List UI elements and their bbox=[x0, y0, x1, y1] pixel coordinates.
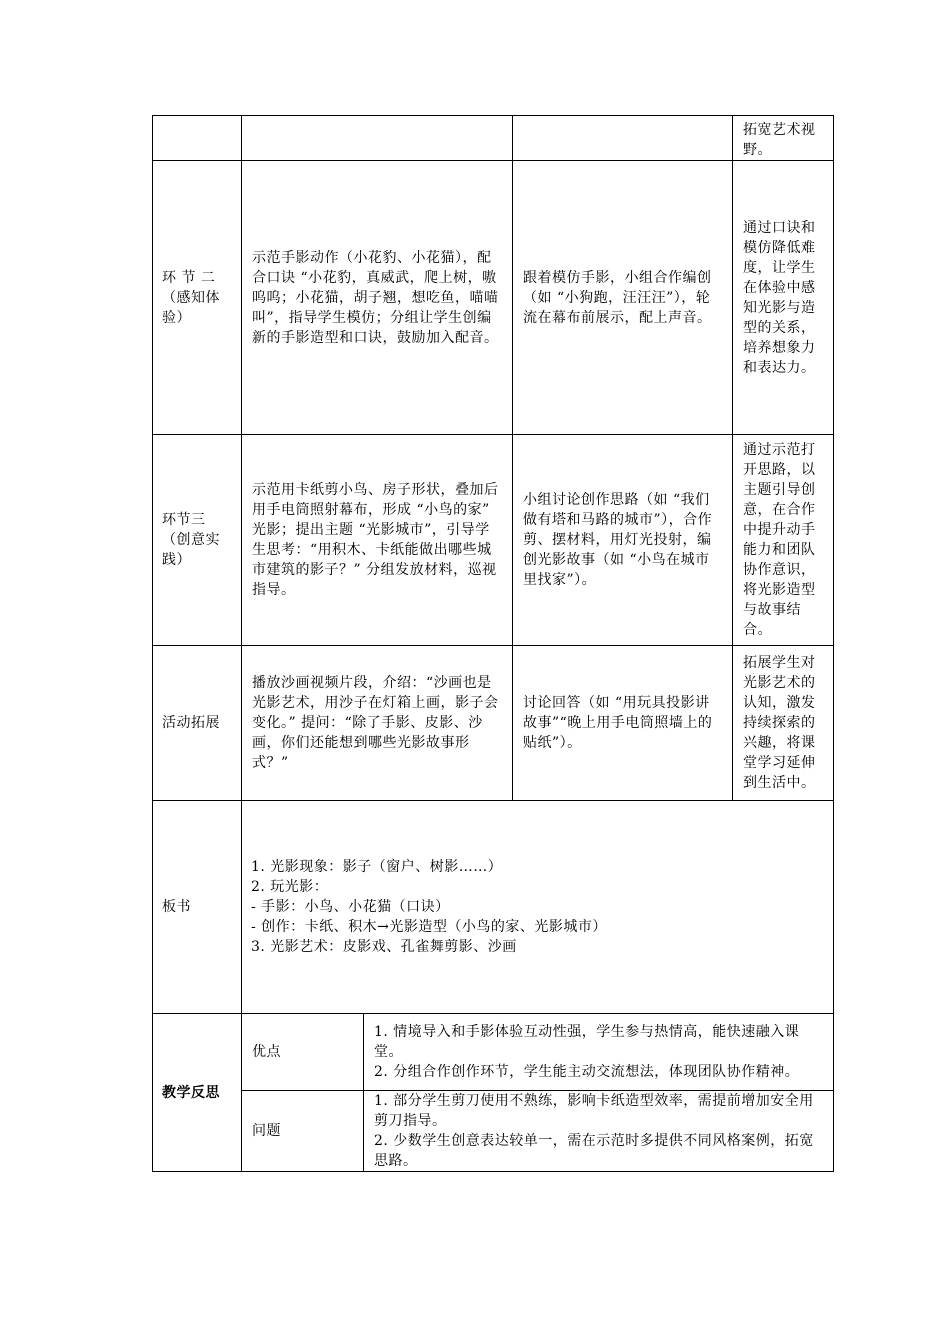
stage-cell: 环节三（创意实践） bbox=[153, 435, 242, 646]
pros-label: 优点 bbox=[242, 1014, 364, 1091]
student-activity-cell bbox=[513, 116, 733, 161]
reflection-issues-row bbox=[153, 1091, 834, 1172]
teacher-activity-cell: 示范手影动作（小花豹、小花猫），配合口诀 “小花豹，真威武，爬上树，嗷呜呜；小花猫，胡子翘，想吃鱼，喵喵叫”，指导学生模仿；分组让学生创编新的手影造型和口诀，鼓励加入配音。 bbox=[242, 161, 513, 435]
reflection-label: 教学反思 bbox=[153, 1014, 242, 1172]
stage-cell: 环 节 二（感知体验） bbox=[153, 161, 242, 435]
issues-item: 1. 部分学生剪刀使用不熟练，影响卡纸造型效率，需提前增加安全用剪刀指导。 bbox=[374, 1093, 814, 1129]
lesson-plan-table bbox=[152, 115, 834, 1172]
purpose-cell: 通过示范打开思路，以主题引导创意，在合作中提升动手能力和团队协作意识，将光影造型与故事结合。 bbox=[733, 435, 834, 646]
stage-cell bbox=[153, 116, 242, 161]
student-activity-cell: 讨论回答（如 “用玩具投影讲故事”“晚上用手电筒照墙上的贴纸”）。 bbox=[513, 646, 733, 801]
board-line: - 创作：卡纸、积木→光影造型（小鸟的家、光影城市） bbox=[251, 919, 607, 935]
student-activity-cell: 小组讨论创作思路（如 “我们做有塔和马路的城市”），合作剪、摆材料，用灯光投射，编创光影故事（如 “小鸟在城市里找家”）。 bbox=[513, 435, 733, 646]
purpose-cell: 拓宽艺术视野。 bbox=[733, 116, 834, 161]
purpose-cell: 通过口诀和模仿降低难度，让学生在体验中感知光影与造型的关系，培养想象力和表达力。 bbox=[733, 161, 834, 435]
board-label: 板书 bbox=[153, 801, 242, 1014]
issues-content bbox=[364, 1091, 834, 1172]
teacher-activity-cell bbox=[242, 116, 513, 161]
pros-item: 1. 情境导入和手影体验互动性强，学生参与热情高，能快速融入课堂。 bbox=[374, 1024, 800, 1060]
board-content bbox=[242, 801, 834, 1014]
purpose-cell: 拓展学生对光影艺术的认知，激发持续探索的兴趣，将课堂学习延伸到生活中。 bbox=[733, 646, 834, 801]
issues-item: 2. 少数学生创意表达较单一，需在示范时多提供不同风格案例，拓宽思路。 bbox=[374, 1133, 814, 1169]
board-line: - 手影：小鸟、小花猫（口诀） bbox=[251, 899, 450, 915]
table-row bbox=[153, 161, 834, 435]
board-line: 3. 光影艺术：皮影戏、孔雀舞剪影、沙画 bbox=[251, 939, 517, 955]
issues-label: 问题 bbox=[242, 1091, 364, 1172]
stage-cell: 活动拓展 bbox=[153, 646, 242, 801]
teacher-activity-cell: 示范用卡纸剪小鸟、房子形状，叠加后用手电筒照射幕布，形成 “小鸟的家” 光影；提出主题 “光影城市”，引导学生思考：“用积木、卡纸能做出哪些城市建筑的影子？” 分组发放材料，巡视指导。 bbox=[242, 435, 513, 646]
pros-content bbox=[364, 1014, 834, 1091]
table-row bbox=[153, 646, 834, 801]
table-row bbox=[153, 435, 834, 646]
board-row bbox=[153, 801, 834, 1014]
teacher-activity-cell: 播放沙画视频片段，介绍：“沙画也是光影艺术，用沙子在灯箱上画，影子会变化。” 提问：“除了手影、皮影、沙画，你们还能想到哪些光影故事形式？” bbox=[242, 646, 513, 801]
board-line: 1. 光影现象：影子（窗户、树影……） bbox=[251, 859, 503, 875]
board-line: 2. 玩光影： bbox=[251, 879, 329, 895]
table-row bbox=[153, 116, 834, 161]
pros-item: 2. 分组合作创作环节，学生能主动交流想法，体现团队协作精神。 bbox=[374, 1064, 800, 1080]
student-activity-cell: 跟着模仿手影，小组合作编创（如 “小狗跑，汪汪汪”），轮流在幕布前展示，配上声音。 bbox=[513, 161, 733, 435]
reflection-pros-row bbox=[153, 1014, 834, 1091]
